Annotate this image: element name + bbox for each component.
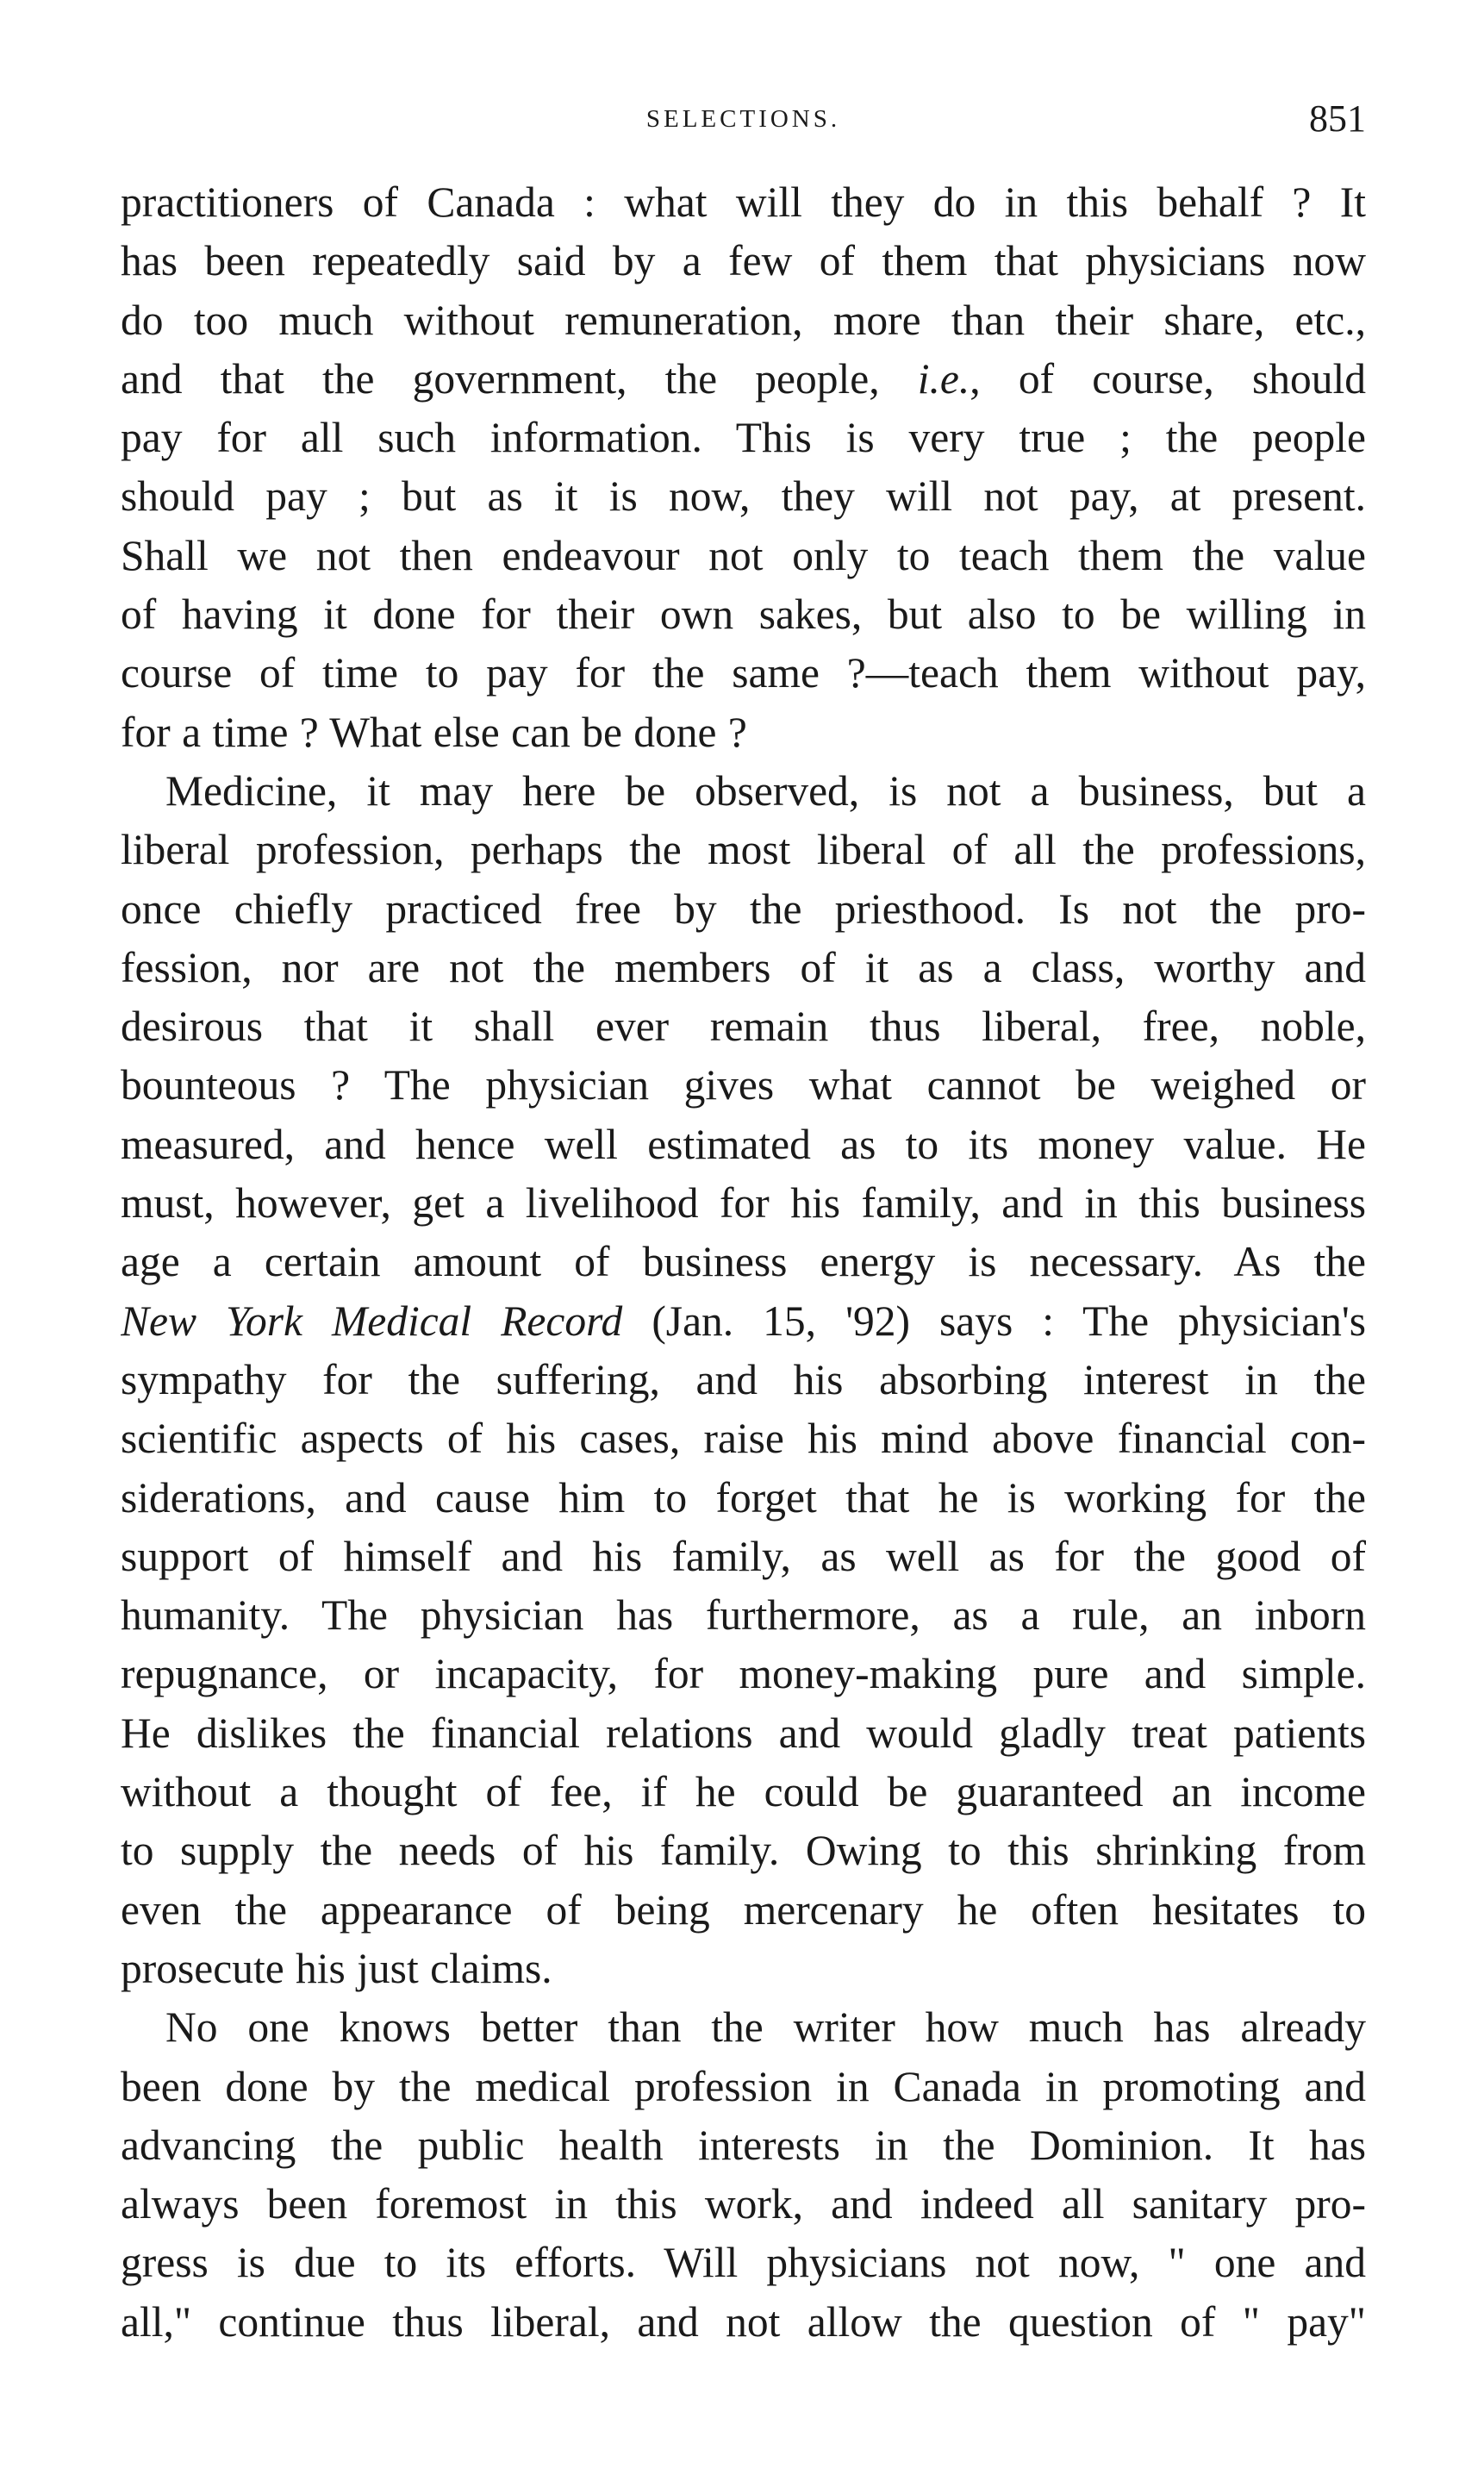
- paragraph-2-line-2: liberal profession, perhaps the most liberal of all the professions,: [121, 826, 1366, 874]
- page-number: 851: [1309, 97, 1366, 140]
- paragraph-1-line-6: should pay ; but as it is now, they will not pay, at present.: [121, 472, 1366, 521]
- paragraph-2-line-14: support of himself and his family, as well as for the good of: [121, 1532, 1366, 1580]
- paragraph-2-line-21: prosecute his just claims.: [121, 1944, 552, 1992]
- paragraph-3-line-1: No one knows better than the writer how much has already: [165, 2003, 1366, 2052]
- paragraph-2-line-6: bounteous ? The physician gives what cannot be weighed or: [121, 1061, 1366, 1109]
- paragraph-1-line-2: has been repeatedly said by a few of them that physicians now: [121, 237, 1366, 285]
- paragraph-2-line-13: siderations, and cause him to forget that he is working for the: [121, 1473, 1366, 1522]
- paragraph-2-line-1: Medicine, it may here be observed, is not a business, but a: [165, 766, 1366, 815]
- paragraph-1-line-1: practitioners of Canada : what will they do in this behalf ? It: [121, 178, 1366, 226]
- paragraph-3-line-3: advancing the public health interests in the Dominion. It has: [121, 2121, 1366, 2169]
- paragraph-2-line-10: [121, 1292, 1366, 1351]
- paragraph-2-line-18: without a thought of fee, if he could be guaranteed an income: [121, 1768, 1366, 1816]
- paragraph-3-line-2: been done by the medical profession in Canada in promoting and: [121, 2062, 1366, 2110]
- paragraph-2-line-8: must, however, get a livelihood for his family, and in this business: [121, 1179, 1366, 1228]
- paragraph-2-line-15: humanity. The physician has furthermore, as a rule, an inborn: [121, 1591, 1366, 1640]
- body-text: [121, 173, 1366, 2352]
- running-title: SELECTIONS.: [645, 105, 841, 133]
- text-segment: and that the government, the people,: [121, 354, 918, 403]
- paragraph-3-line-4: always been foremost in this work, and indeed all sanitary pro-: [121, 2180, 1366, 2228]
- paragraph-2-line-9: age a certain amount of business energy is necessary. As the: [121, 1238, 1366, 1286]
- paragraph-2-line-12: scientific aspects of his cases, raise his mind above financial con-: [121, 1415, 1366, 1463]
- paragraph-1-line-8: of having it done for their own sakes, but also to be willing in: [121, 591, 1366, 639]
- paragraph-1-line-10: for a time ? What else can be done ?: [121, 708, 747, 756]
- text-segment: (Jan. 15, '92) says : The physician's: [622, 1297, 1366, 1345]
- paragraph-1-line-7: Shall we not then endeavour not only to teach them the value: [121, 531, 1366, 579]
- running-head: [121, 93, 1366, 145]
- paragraph-2-line-4: fession, nor are not the members of it as a class, worthy and: [121, 943, 1366, 991]
- paragraph-1-line-9: course of time to pay for the same ?—teach them without pay,: [121, 649, 1366, 697]
- italic-abbreviation: i.e.: [917, 354, 970, 403]
- paragraph-2-line-3: once chiefly practiced free by the priesthood. Is not the pro-: [121, 884, 1366, 933]
- paragraph-1-line-3: do too much without remuneration, more than their share, etc.,: [121, 296, 1366, 344]
- paragraph-1-line-4: [121, 350, 1366, 409]
- paragraph-1-line-5: pay for all such information. This is very true ; the people: [121, 414, 1366, 462]
- paragraph-2-line-20: even the appearance of being mercenary he often hesitates to: [121, 1885, 1366, 1934]
- paragraph-2-line-19: to supply the needs of his family. Owing to this shrinking from: [121, 1827, 1366, 1875]
- paragraph-2-line-11: sympathy for the suffering, and his absorbing interest in the: [121, 1355, 1366, 1403]
- paragraph-3-line-6: all," continue thus liberal, and not allow the question of " pay": [121, 2297, 1366, 2346]
- paragraph-2-line-16: repugnance, or incapacity, for money-making pure and simple.: [121, 1650, 1366, 1698]
- paragraph-3-line-5: gress is due to its efforts. Will physicians not now, " one and: [121, 2239, 1366, 2287]
- text-segment: , of course, should: [970, 354, 1366, 403]
- paragraph-2-line-7: measured, and hence well estimated as to its money value. He: [121, 1120, 1366, 1168]
- italic-journal-title: New York Medical Record: [121, 1297, 623, 1345]
- paragraph-2-line-5: desirous that it shall ever remain thus liberal, free, noble,: [121, 1003, 1366, 1051]
- paragraph-2-line-17: He dislikes the financial relations and would gladly treat patients: [121, 1709, 1366, 1757]
